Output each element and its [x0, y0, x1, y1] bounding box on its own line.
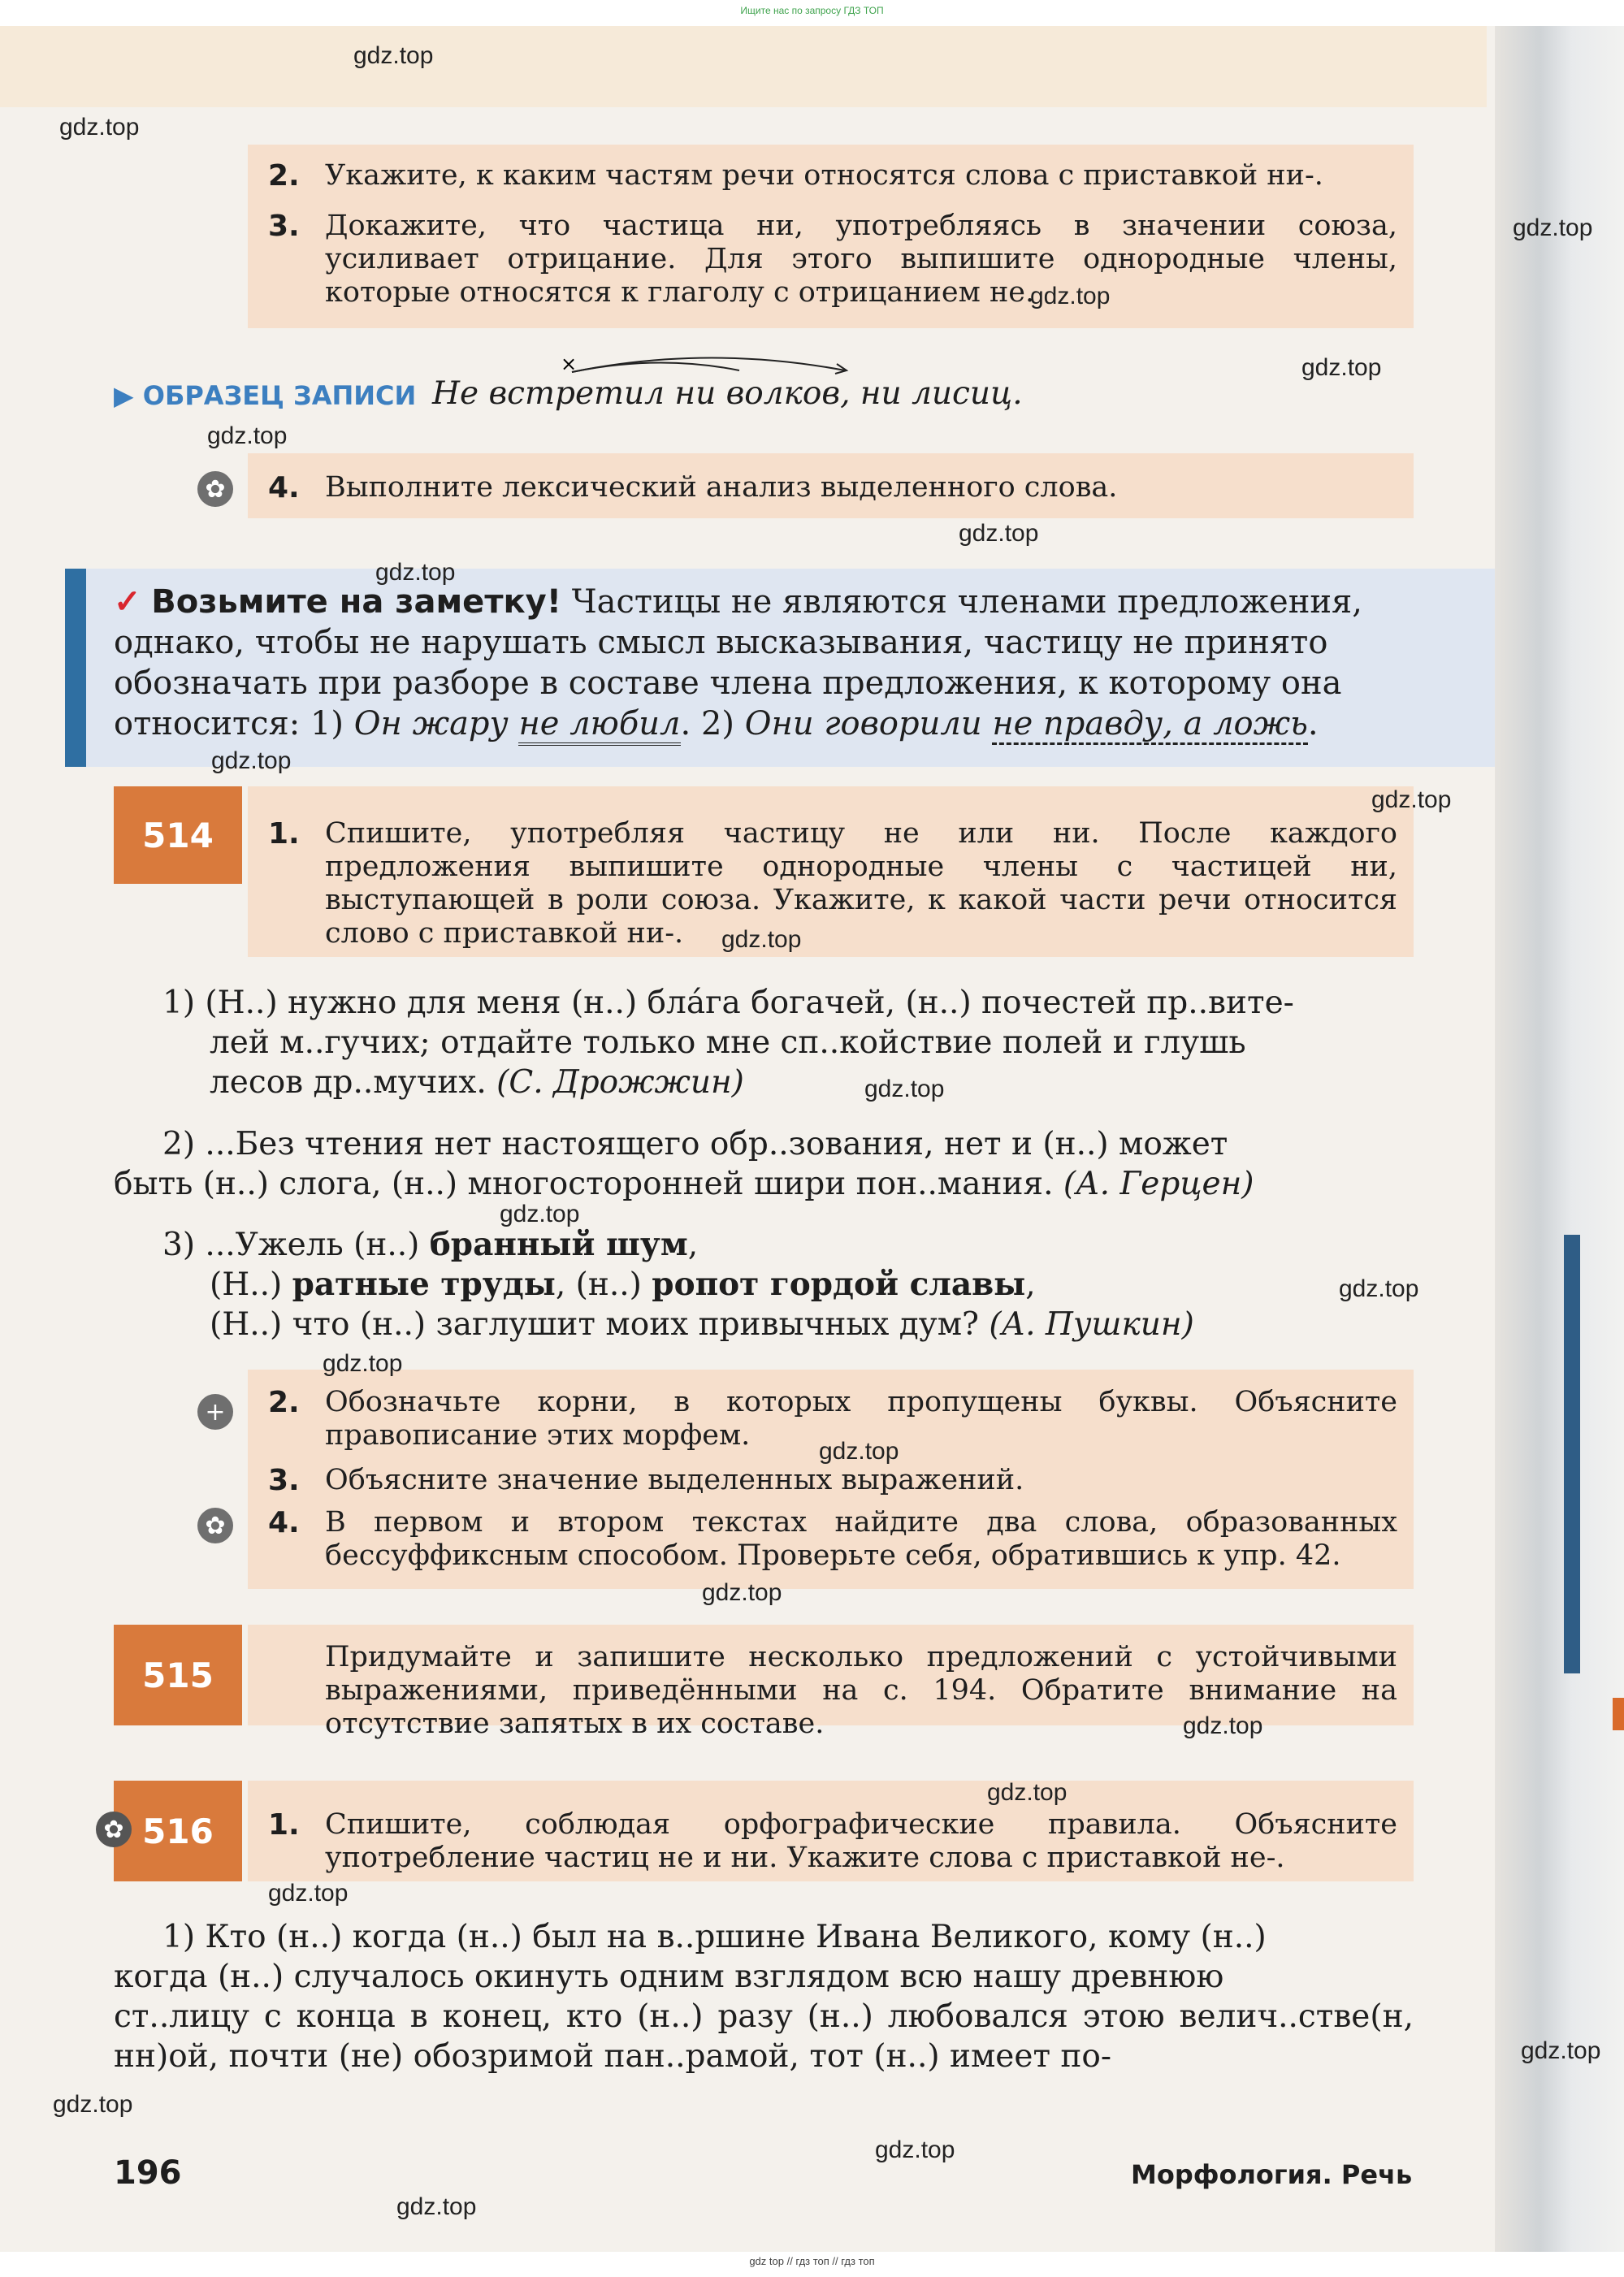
item-number: 2.: [268, 1386, 300, 1419]
task-text: Спишите, употребляя частицу не или ни. После каждого предложения выпишите однородные члены с частицей ни, выступающей в роли союза. Укажите, к какой части речи относится слово с приставкой ни-.: [325, 817, 1397, 950]
highlighted-phrase: ропот гордой славы: [652, 1266, 1026, 1303]
text-line: [162, 1225, 698, 1265]
note-bar: [65, 569, 86, 767]
watermark: gdz.top: [396, 2193, 477, 2220]
task-text: В первом и втором текстах найдите два слова, образованных бессуффиксным способом. Проверьте себя, обратившись к упр. 42.: [325, 1506, 1397, 1572]
text-span: ,: [1025, 1266, 1036, 1303]
note-example-underlined: не правду, а ложь: [992, 705, 1308, 745]
item-number: 2.: [268, 159, 300, 193]
page-number: 196: [114, 2154, 182, 2192]
text-span: 3) ...Ужель (н..): [162, 1227, 430, 1263]
highlighted-phrase: ратные труды: [292, 1266, 556, 1303]
text-line: когда (н..) случалось окинуть одним взглядом всю нашу древнюю: [114, 1959, 1224, 1995]
text-line: [210, 1305, 1194, 1344]
svg-text:×: ×: [561, 353, 578, 375]
top-band: [0, 26, 1487, 107]
text-line: [210, 1265, 1036, 1305]
plus-icon: +: [197, 1394, 233, 1430]
note-example: Они говорили: [744, 705, 993, 742]
watermark: gdz.top: [959, 520, 1039, 547]
task-text: Докажите, что частица ни, употребляясь в значении союза, усиливает отрицание. Для этого выпишите однородные члены, которые относятся к глаголу с отрицанием не.: [325, 210, 1397, 309]
watermark: gdz.top: [53, 2091, 133, 2118]
text-span: быть (н..) слога, (н..) многосторонней шири пон..мания.: [114, 1166, 1063, 1202]
spine-orange-mark: [1613, 1698, 1624, 1730]
text-line: 2) ...Без чтения нет настоящего обр..зования, нет и (н..) может: [162, 1126, 1228, 1162]
watermark: gdz.top: [1301, 354, 1382, 381]
author: (А. Герцен): [1063, 1166, 1254, 1202]
task-text: Придумайте и запишите несколько предложений с устойчивыми выражениями, приведёнными на с. 194. Обратите внимание на отсутствие запятых в их составе.: [325, 1641, 1397, 1740]
exercise-number-514: 514: [114, 786, 242, 884]
item-number: 4.: [268, 471, 300, 504]
spine-blue-strip: [1564, 1235, 1580, 1673]
note-title: Возьмите на заметку!: [151, 583, 561, 621]
watermark: gdz.top: [1513, 214, 1593, 241]
task-text: Выполните лексический анализ выделенного слова.: [325, 471, 1118, 504]
text-span: ,: [687, 1227, 699, 1263]
exercise-number-516: 516: [114, 1781, 242, 1881]
text-span: (Н..) что (н..) заглушит моих привычных дум?: [210, 1306, 990, 1343]
flower-icon: ✿: [197, 471, 233, 507]
watermark: gdz.top: [59, 114, 140, 141]
watermark: gdz.top: [500, 1201, 580, 1227]
sample-label: ▶ ОБРАЗЕЦ ЗАПИСИ: [114, 380, 417, 411]
watermark: gdz.top: [721, 926, 802, 953]
section-title: Морфология. Речь: [1131, 2159, 1413, 2190]
flower-icon: ✿: [96, 1812, 132, 1847]
note-line: обозначать при разборе в составе члена предложения, к которому она: [114, 664, 1342, 702]
task-text: Спишите, соблюдая орфографические правила. Объясните употребление частиц не и ни. Укажите слова с приставкой не-.: [325, 1808, 1397, 1874]
watermark: gdz.top: [1030, 283, 1111, 310]
watermark: gdz.top: [1183, 1712, 1263, 1739]
watermark: gdz.top: [375, 559, 456, 586]
watermark: gdz.top: [702, 1579, 782, 1606]
task-text: Объясните значение выделенных выражений.: [325, 1464, 1024, 1496]
watermark: gdz.top: [987, 1779, 1068, 1806]
watermark: gdz.top: [1371, 786, 1452, 813]
page-spine: [1495, 26, 1624, 2252]
bottom-watermark: gdz top // гдз топ // гдз топ: [749, 2255, 875, 2267]
note-text: [114, 582, 1414, 744]
text-line: 1) Кто (н..) когда (н..) был на в..ршине Ивана Великого, кому (н..): [162, 1919, 1267, 1955]
watermark: gdz.top: [323, 1350, 403, 1377]
text-span: лесов др..мучих.: [210, 1064, 497, 1101]
exercise-number-515: 515: [114, 1625, 242, 1725]
text-line: [114, 1164, 1254, 1204]
watermark: gdz.top: [1521, 2037, 1601, 2064]
text-line: [210, 1063, 744, 1102]
item-number: 3.: [268, 210, 300, 243]
task-text: Укажите, к каким частям речи относятся слова с приставкой ни-.: [325, 159, 1323, 192]
watermark: gdz.top: [1339, 1275, 1419, 1302]
watermark: gdz.top: [207, 422, 288, 449]
watermark: gdz.top: [819, 1438, 899, 1465]
item-number: 1.: [268, 1808, 300, 1842]
note-line: однако, чтобы не нарушать смысл высказывания, частицу не принято: [114, 624, 1328, 661]
watermark: gdz.top: [875, 2136, 955, 2163]
item-number: 4.: [268, 1506, 300, 1539]
check-icon: ✓: [114, 582, 141, 621]
highlighted-phrase: бранный шум: [429, 1226, 688, 1263]
watermark: gdz.top: [211, 747, 292, 774]
text-span: (Н..): [210, 1266, 292, 1303]
note-punct: .: [1307, 705, 1319, 742]
watermark: gdz.top: [268, 1880, 349, 1907]
watermark: gdz.top: [353, 42, 434, 69]
author: (А. Пушкин): [989, 1306, 1194, 1343]
author: (С. Дрожжин): [496, 1064, 744, 1101]
text-span: , (н..): [555, 1266, 652, 1303]
note-punct: . 2): [680, 705, 745, 742]
item-number: 1.: [268, 817, 300, 851]
note-example: Он жару: [353, 705, 519, 742]
note-example-underlined: не любил: [518, 705, 680, 746]
sample-text: Не встретил ни волков, ни лисиц.: [432, 375, 1023, 412]
top-watermark: Ищите нас по запросу ГДЗ ТОП: [740, 5, 884, 16]
sample-arrows-icon: [561, 348, 886, 380]
text-line: 1) (Н..) нужно для меня (н..) блáга богачей, (н..) почестей пр..вите-: [162, 985, 1294, 1021]
text-line: лей м..гучих; отдайте только мне сп..койствие полей и глушь: [210, 1024, 1246, 1061]
flower-icon: ✿: [197, 1508, 233, 1543]
note-line: Частицы не являются членами предложения,: [571, 583, 1362, 621]
note-line: относится: 1): [114, 705, 354, 742]
text-line: ст..лицу с конца в конец, кто (н..) разу (н..) любовался этою велич..стве(н, нн)ой, почти (не) обозримой пан..рамой, тот (н..) имеет по-: [114, 1998, 1414, 2075]
task-text: Обозначьте корни, в которых пропущены буквы. Объясните правописание этих морфем.: [325, 1386, 1397, 1452]
watermark: gdz.top: [864, 1076, 945, 1102]
item-number: 3.: [268, 1464, 300, 1497]
